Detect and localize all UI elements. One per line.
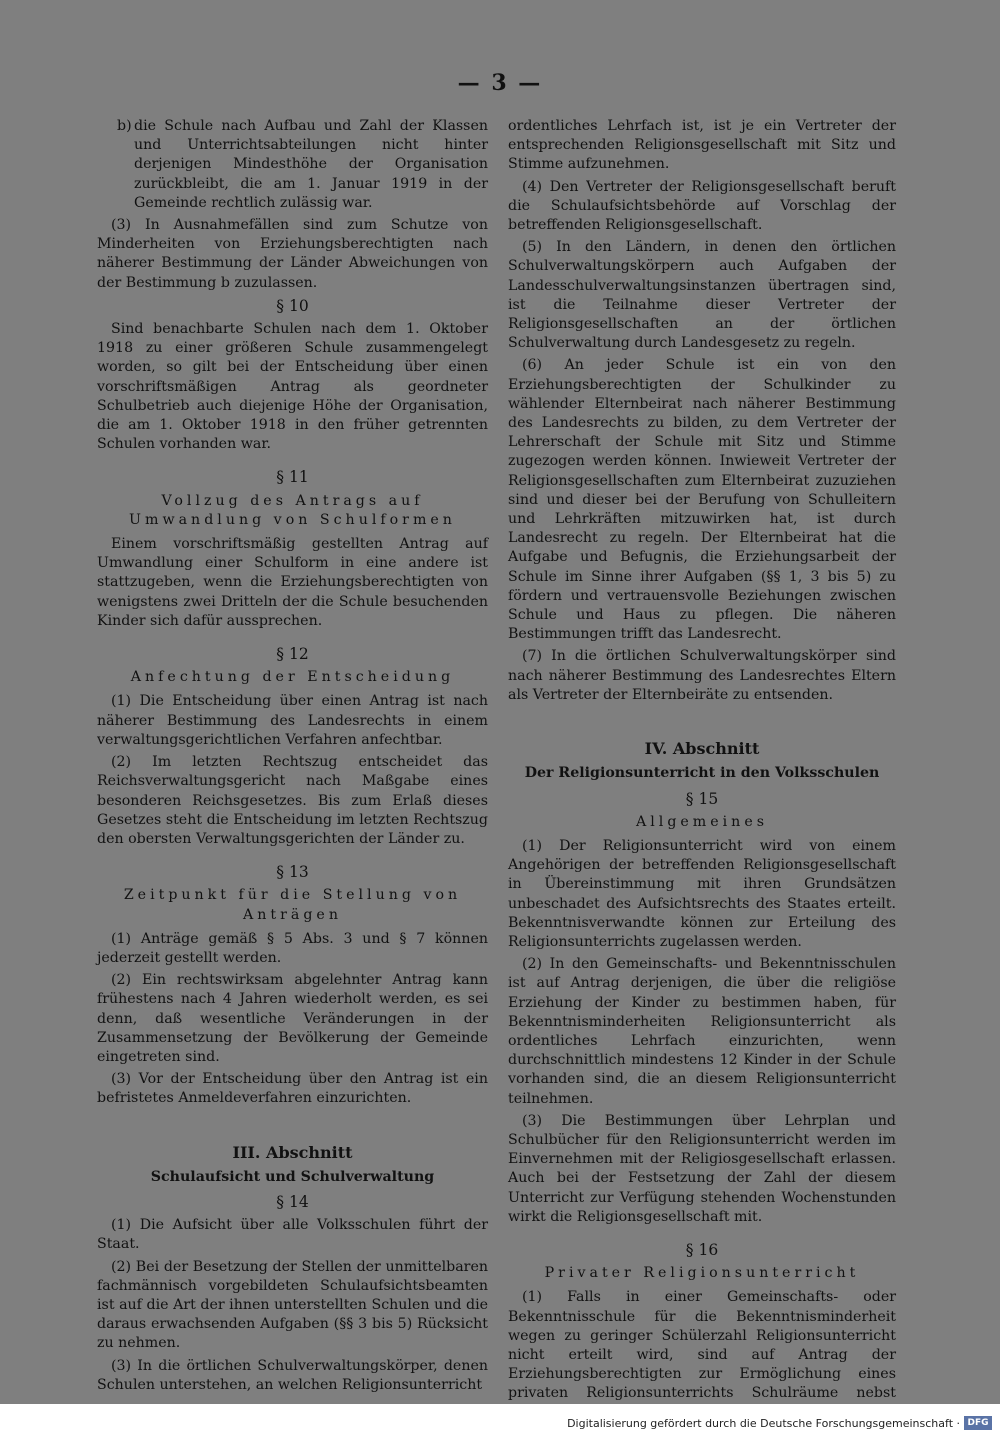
section-14-heading: § 14 [276, 1192, 309, 1211]
paragraph-14-7: (7) In die örtlichen Schulverwaltungskörper sind nach näherer Bestimmung des Landesrechtes Eltern als Vertreter der Elternbeiräte zu entsenden. [508, 648, 896, 703]
section-10-heading: § 10 [276, 296, 309, 315]
left-column [97, 117, 488, 1398]
paragraph-9-3: (3) In Ausnahmefällen sind zum Schutze von Minderheiten von Erziehungsberechtigten nach näherer Bestimmung der Länder Abweichungen von der Bestimmung b zuzulassen. [97, 217, 488, 291]
section-15-heading: § 15 [685, 789, 719, 808]
section-11-title: Vollzug des Antrags auf Umwandlung von Schulformen [129, 492, 456, 528]
section-12-title: Anfechtung der Entscheidung [130, 669, 455, 686]
section-15-title: Allgemeines [636, 813, 768, 830]
paragraph-13-3: (3) Vor der Entscheidung über den Antrag ist ein befristetes Anmeldeverfahren einzurichten. [97, 1071, 488, 1107]
section-16-heading: § 16 [685, 1240, 719, 1259]
section-13-heading: § 13 [276, 863, 309, 882]
part-3-heading: III. Abschnitt [232, 1142, 353, 1162]
part-3-title: Schulaufsicht und Schulverwaltung [150, 1168, 435, 1185]
paragraph-12-1: (1) Die Entscheidung über einen Antrag ist nach näherer Bestimmung des Landesrechts in einem verwaltungsgerichtlichen Verfahren anfechtbar. [97, 693, 488, 748]
paragraph-14-5: (5) In den Ländern, in denen den örtlichen Schulverwaltungskörpern auch Aufgaben der Landesschulverwaltungsinstanzen übertragen sind, ist die Teilnahme dieser Vertreter der Religionsgesellschaften an der örtlichen Schulverwaltung durch Landesgesetz zu regeln. [508, 239, 896, 352]
item-marker: b) [117, 118, 132, 134]
footer [0, 1404, 1000, 1434]
paragraph-14-4: (4) Den Vertreter der Religionsgesellschaft beruft die Schulaufsichtsbehörde auf Vorschlag der betreffenden Religionsgesellschaft. [508, 178, 896, 234]
paragraph-9b [97, 117, 488, 213]
right-column [508, 117, 896, 1404]
paragraph-15-1: (1) Der Religionsunterricht wird von einem Angehörigen der betreffenden Religionsgesellschaft in Übereinstimmung mit ihren Grundsätzen unbeschadet des Aufsichtsrechts des Staates erteilt. Bekenntnisverwandte können zur Erteilung des Religionsunterrichts zugelassen werden. [508, 837, 896, 950]
paragraph-14-3-continued: ordentliches Lehrfach ist, ist je ein Vertreter der entsprechenden Religionsgesellschaft mit Sitz und Stimme aufzunehmen. [508, 118, 896, 173]
paragraph-13-2: (2) Ein rechtswirksam abgelehnter Antrag kann frühestens nach 4 Jahren wiederholt werden, es sei denn, daß wesentliche Veränderungen in der Zusammensetzung der Bevölkerung der Gemeinde eingetreten sind. [97, 972, 488, 1065]
part-4-title: Der Religionsunterricht in den Volksschulen [524, 765, 880, 782]
section-16-title: Privater Religionsunterricht [544, 1265, 860, 1282]
paragraph-16-1: (1) Falls in einer Gemeinschafts- oder Bekenntnisschule für die Bekenntnisminderheit wegen zu geringer Schülerzahl Religionsunterricht nicht erteilt wird, sind auf Antrag der Erziehungsberechtigten zur Ermöglichung eines privaten Religionsunterrichts Schulräume nebst [508, 1289, 896, 1402]
dfg-logo-icon: DFG [964, 1416, 992, 1430]
page-number: — 3 — [457, 70, 543, 96]
section-13-title: Zeitpunkt für die Stellung von Anträgen [123, 887, 462, 923]
paragraph-14-2: (2) Bei der Besetzung der Stellen der unmittelbaren fachmännisch vorgebildeten Schulaufsichtsbeamten ist auf die Art der ihnen unterstellten Schulen und die daraus erwachsenden Aufgaben (§§ 3 bis 5) Rücksicht zu nehmen. [97, 1258, 488, 1352]
section-12-heading: § 12 [276, 645, 309, 664]
part-4-heading: IV. Abschnitt [644, 739, 760, 759]
section-11-heading: § 11 [276, 468, 309, 487]
paragraph-11: Einem vorschriftsmäßig gestellten Antrag auf Umwandlung einer Schulform in eine andere ist stattzugeben, wenn die Erziehungsberechtigten von wenigstens zwei Dritteln der die Schule besuchenden Kinder sich dafür aussprechen. [97, 536, 488, 629]
paragraph-12-2: (2) Im letzten Rechtszug entscheidet das Reichsverwaltungsgericht nach Maßgabe eines besonderen Reichsgesetzes. Bis zum Erlaß dieses Gesetzes steht die Entscheidung im letzten Rechtszug den obersten Verwaltungsgerichten der Länder zu. [97, 754, 488, 847]
paragraph-15-2: (2) In den Gemeinschafts- und Bekenntnisschulen ist auf Antrag derjenigen, die über die religiöse Erziehung der Kinder zu bestimmen haben, für Bekenntnisminderheiten Religionsunterricht als ordentliches Lehrfach einzurichten, wenn durchschnittlich mindestens 12 Kinder in der Schule vorhanden sind, die an diesem Religionsunterricht teilnehmen. [508, 956, 896, 1107]
paragraph-9b-text: die Schule nach Aufbau und Zahl der Klassen und Unterrichtsabteilungen nicht hinter derjenigen Mindesthöhe der Organisation zurückbleibt, die am 1. Januar 1919 in der Gemeinde rechtlich zulässig war. [134, 118, 488, 211]
paragraph-15-3: (3) Die Bestimmungen über Lehrplan und Schulbücher für den Religionsunterricht werden im Einvernehmen mit der Religiosgesellschaft erlassen. Auch bei der Festsetzung der Zahl der diesem Unterricht zur Verfügung stehenden Wochenstunden wirkt die Religionsgesellschaft mit. [508, 1112, 896, 1225]
paragraph-14-3: (3) In die örtlichen Schulverwaltungskörper, denen Schulen unterstehen, an welchen Religionsunterricht [97, 1357, 488, 1393]
footer-credit: Digitalisierung gefördert durch die Deutsche Forschungsgemeinschaft · [567, 1417, 960, 1430]
paragraph-10: Sind benachbarte Schulen nach dem 1. Oktober 1918 zu einer größeren Schule zusammengelegt worden, so gilt bei der Entscheidung über einen vorschriftsmäßigen Antrag als geordneter Schulbetrieb auch diejenige Höhe der Organisation, die am 1. Oktober 1918 in den früher getrennten Schulen vorhanden war. [97, 321, 488, 453]
paragraph-13-1: (1) Anträge gemäß § 5 Abs. 3 und § 7 können jederzeit gestellt werden. [97, 930, 488, 966]
paragraph-14-6: (6) An jeder Schule ist ein von den Erziehungsberechtigten der Schulkinder zu wählender Elternbeirat nach näherer Bestimmung des Landesrechts zu bilden, zu dem Vertreter der Lehrerschaft der Schule mit Sitz und Stimme zugezogen werden können. Inwieweit Vertreter der Religionsgesellschaften zum Elternbeirat zuzuziehen sind und dieser bei der Berufung von Schulleitern und Lehrkräften mitzuwirken hat, ist durch Landesrecht zu regeln. Der Elternbeirat hat die Aufgabe und Befugnis, die Erziehungsarbeit der Schule im Sinne ihrer Aufgaben (§§ 1, 3 bis 5) zu fördern und vertrauensvolle Beziehungen zwischen Schule und Haus zu pflegen. Die näheren Bestimmungen trifft das Landesrecht. [508, 357, 896, 643]
paragraph-14-1: (1) Die Aufsicht über alle Volksschulen führt der Staat. [97, 1217, 488, 1253]
